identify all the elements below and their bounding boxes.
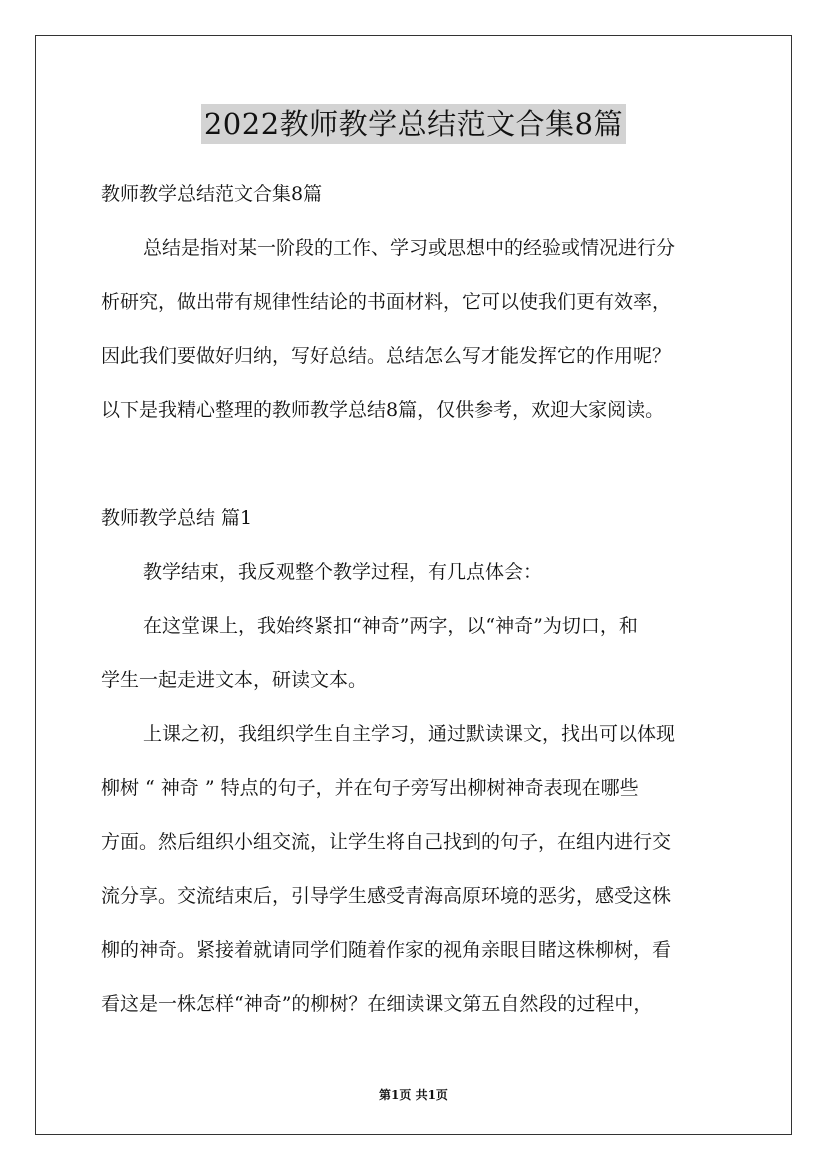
intro-line: 因此我们要做好归纳，写好总结。总结怎么写才能发挥它的作用呢？ <box>101 345 672 367</box>
body-line: 柳的神奇。紧接着就请同学们随着作家的视角亲眼目睹这株柳树，看 <box>101 939 672 961</box>
body-line: 方面。然后组织小组交流，让学生将自己找到的句子，在组内进行交 <box>101 831 672 853</box>
body-line: 流分享。交流结束后，引导学生感受青海高原环境的恶劣，感受这株 <box>101 885 672 907</box>
page-footer: 第1页 共1页 <box>379 1088 448 1102</box>
intro-line: 总结是指对某一阶段的工作、学习或思想中的经验或情况进行分 <box>143 237 676 259</box>
intro-line: 以下是我精心整理的教师教学总结8篇，仅供参考，欢迎大家阅读。 <box>101 399 665 421</box>
document-title: 2022教师教学总结范文合集8篇 <box>201 104 626 144</box>
body-line: 上课之初，我组织学生自主学习，通过默读课文，找出可以体现 <box>143 723 676 745</box>
document-subtitle: 教师教学总结范文合集8篇 <box>101 183 323 205</box>
section-heading: 教师教学总结 篇1 <box>101 507 253 529</box>
body-line: 柳树 “ 神奇 ” 特点的句子，并在句子旁写出柳树神奇表现在哪些 <box>101 777 639 799</box>
title-container <box>0 104 827 144</box>
intro-line: 析研究，做出带有规律性结论的书面材料，它可以使我们更有效率， <box>101 291 672 313</box>
body-line: 在这堂课上，我始终紧扣“神奇”两字，以“神奇”为切口，和 <box>143 615 638 637</box>
body-line: 教学结束，我反观整个教学过程，有几点体会： <box>143 561 543 583</box>
body-line: 学生一起走进文本，研读文本。 <box>101 669 368 691</box>
body-line: 看这是一株怎样“神奇”的柳树？在细读课文第五自然段的过程中， <box>101 993 653 1015</box>
